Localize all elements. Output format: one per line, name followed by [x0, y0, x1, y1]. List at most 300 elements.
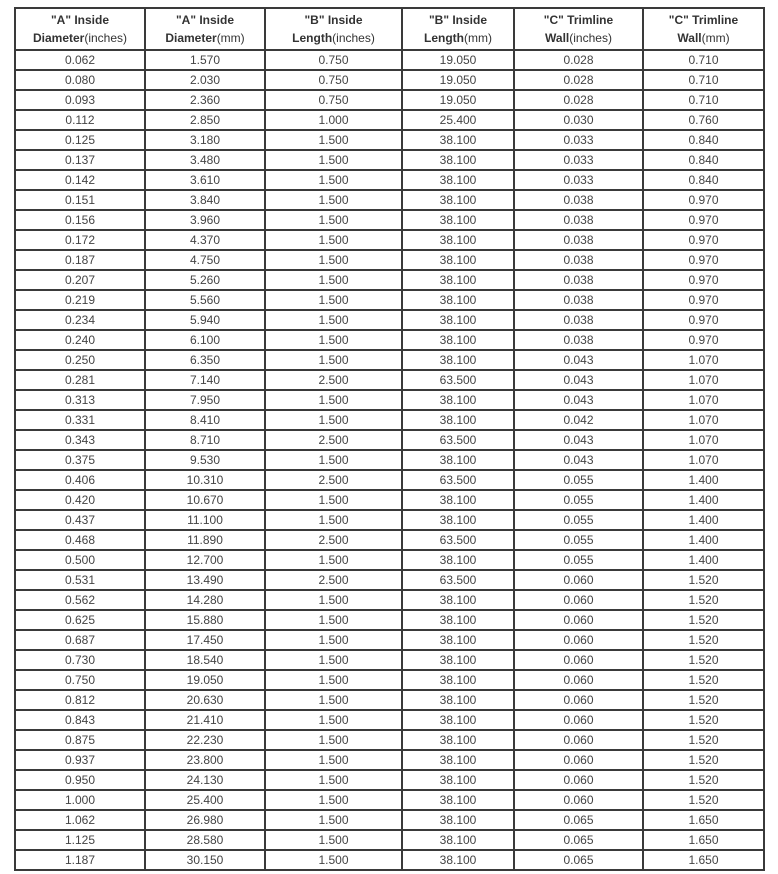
table-row — [15, 50, 764, 70]
cell-b-length-inches: 1.500 — [265, 510, 402, 530]
header-row — [15, 8, 764, 50]
cell-b-length-inches: 1.500 — [265, 130, 402, 150]
cell-c-wall-mm: 0.760 — [643, 110, 764, 130]
cell-a-diameter-inches: 0.500 — [15, 550, 145, 570]
table-row — [15, 650, 764, 670]
cell-a-diameter-mm: 8.710 — [145, 430, 265, 450]
cell-c-wall-inches: 0.033 — [514, 130, 643, 150]
cell-c-wall-mm: 1.070 — [643, 350, 764, 370]
cell-c-wall-mm: 1.400 — [643, 510, 764, 530]
cell-a-diameter-inches: 0.207 — [15, 270, 145, 290]
cell-c-wall-inches: 0.038 — [514, 330, 643, 350]
cell-c-wall-inches: 0.043 — [514, 350, 643, 370]
cell-a-diameter-inches: 0.950 — [15, 770, 145, 790]
cell-a-diameter-inches: 0.142 — [15, 170, 145, 190]
cell-c-wall-inches: 0.028 — [514, 50, 643, 70]
cell-a-diameter-mm: 4.750 — [145, 250, 265, 270]
table-row — [15, 790, 764, 810]
cell-a-diameter-mm: 4.370 — [145, 230, 265, 250]
cell-c-wall-inches: 0.028 — [514, 70, 643, 90]
cell-b-length-mm: 38.100 — [402, 810, 514, 830]
cell-a-diameter-mm: 25.400 — [145, 790, 265, 810]
cell-c-wall-inches: 0.043 — [514, 430, 643, 450]
cell-c-wall-mm: 1.650 — [643, 810, 764, 830]
cell-c-wall-mm: 1.520 — [643, 770, 764, 790]
cell-a-diameter-mm: 17.450 — [145, 630, 265, 650]
table-row — [15, 330, 764, 350]
cell-a-diameter-mm: 11.100 — [145, 510, 265, 530]
cell-a-diameter-mm: 13.490 — [145, 570, 265, 590]
cell-c-wall-mm: 0.970 — [643, 230, 764, 250]
cell-a-diameter-mm: 3.610 — [145, 170, 265, 190]
cell-b-length-inches: 1.500 — [265, 390, 402, 410]
table-row — [15, 430, 764, 450]
cell-c-wall-inches: 0.042 — [514, 410, 643, 430]
cell-a-diameter-mm: 22.230 — [145, 730, 265, 750]
cell-b-length-mm: 25.400 — [402, 110, 514, 130]
cell-b-length-mm: 38.100 — [402, 250, 514, 270]
table-row — [15, 830, 764, 850]
cell-b-length-mm: 38.100 — [402, 270, 514, 290]
column-header-a-diameter-inches — [15, 8, 145, 50]
cell-b-length-mm: 38.100 — [402, 790, 514, 810]
cell-c-wall-inches: 0.060 — [514, 570, 643, 590]
table-row — [15, 310, 764, 330]
cell-a-diameter-mm: 19.050 — [145, 670, 265, 690]
cell-b-length-mm: 38.100 — [402, 690, 514, 710]
cell-c-wall-inches: 0.055 — [514, 490, 643, 510]
cell-b-length-mm: 38.100 — [402, 170, 514, 190]
table-row — [15, 490, 764, 510]
cell-b-length-inches: 2.500 — [265, 470, 402, 490]
column-header-c-wall-mm — [643, 8, 764, 50]
cell-c-wall-inches: 0.060 — [514, 730, 643, 750]
column-header-c-wall-inches — [514, 8, 643, 50]
cell-c-wall-inches: 0.030 — [514, 110, 643, 130]
table-row — [15, 530, 764, 550]
cell-c-wall-inches: 0.038 — [514, 190, 643, 210]
cell-b-length-mm: 19.050 — [402, 90, 514, 110]
column-header-a-diameter-mm — [145, 8, 265, 50]
cell-b-length-mm: 38.100 — [402, 770, 514, 790]
cell-a-diameter-mm: 7.950 — [145, 390, 265, 410]
cell-a-diameter-inches: 0.875 — [15, 730, 145, 750]
cell-c-wall-inches: 0.028 — [514, 90, 643, 110]
cell-a-diameter-inches: 0.687 — [15, 630, 145, 650]
header-title: "A" Inside — [175, 13, 235, 27]
cell-a-diameter-inches: 0.062 — [15, 50, 145, 70]
cell-c-wall-inches: 0.060 — [514, 610, 643, 630]
cell-a-diameter-mm: 3.840 — [145, 190, 265, 210]
table-row — [15, 810, 764, 830]
table-row — [15, 450, 764, 470]
table-row — [15, 670, 764, 690]
cell-c-wall-inches: 0.038 — [514, 250, 643, 270]
cell-b-length-mm: 63.500 — [402, 370, 514, 390]
cell-c-wall-mm: 1.520 — [643, 590, 764, 610]
cell-b-length-mm: 38.100 — [402, 130, 514, 150]
cell-c-wall-mm: 0.970 — [643, 190, 764, 210]
cell-a-diameter-inches: 0.250 — [15, 350, 145, 370]
cell-b-length-mm: 19.050 — [402, 50, 514, 70]
cell-b-length-inches: 1.500 — [265, 790, 402, 810]
cell-a-diameter-mm: 5.560 — [145, 290, 265, 310]
cell-c-wall-mm: 0.840 — [643, 170, 764, 190]
cell-c-wall-mm: 1.520 — [643, 710, 764, 730]
cell-c-wall-inches: 0.038 — [514, 210, 643, 230]
cell-c-wall-mm: 1.070 — [643, 410, 764, 430]
header-title: "B" Inside — [428, 13, 488, 27]
cell-b-length-mm: 38.100 — [402, 630, 514, 650]
table-row — [15, 630, 764, 650]
table-row — [15, 470, 764, 490]
header-title: "C" Trimline — [543, 13, 614, 27]
cell-a-diameter-inches: 0.812 — [15, 690, 145, 710]
table-row — [15, 570, 764, 590]
cell-b-length-inches: 1.500 — [265, 190, 402, 210]
cell-a-diameter-mm: 5.940 — [145, 310, 265, 330]
cell-b-length-mm: 38.100 — [402, 230, 514, 250]
cell-a-diameter-inches: 0.281 — [15, 370, 145, 390]
cell-a-diameter-inches: 0.112 — [15, 110, 145, 130]
cell-b-length-mm: 38.100 — [402, 550, 514, 570]
cell-b-length-inches: 1.500 — [265, 850, 402, 870]
cell-c-wall-inches: 0.060 — [514, 770, 643, 790]
table-row — [15, 270, 764, 290]
cell-a-diameter-mm: 28.580 — [145, 830, 265, 850]
cell-b-length-mm: 38.100 — [402, 730, 514, 750]
cell-b-length-mm: 38.100 — [402, 450, 514, 470]
cell-a-diameter-inches: 0.531 — [15, 570, 145, 590]
cell-a-diameter-inches: 0.562 — [15, 590, 145, 610]
cell-a-diameter-mm: 3.480 — [145, 150, 265, 170]
table-row — [15, 230, 764, 250]
cell-a-diameter-inches: 0.437 — [15, 510, 145, 530]
cell-a-diameter-inches: 0.187 — [15, 250, 145, 270]
cell-c-wall-inches: 0.043 — [514, 390, 643, 410]
cell-c-wall-mm: 0.710 — [643, 50, 764, 70]
cell-c-wall-mm: 0.970 — [643, 310, 764, 330]
cell-c-wall-mm: 1.650 — [643, 850, 764, 870]
cell-a-diameter-mm: 14.280 — [145, 590, 265, 610]
cell-b-length-mm: 63.500 — [402, 530, 514, 550]
header-quantity: Length — [424, 31, 464, 45]
cell-b-length-inches: 1.500 — [265, 410, 402, 430]
cell-a-diameter-mm: 23.800 — [145, 750, 265, 770]
cell-b-length-inches: 1.500 — [265, 150, 402, 170]
header-quantity: Length — [292, 31, 333, 45]
cell-b-length-mm: 63.500 — [402, 570, 514, 590]
table-row — [15, 410, 764, 430]
cell-b-length-mm: 38.100 — [402, 410, 514, 430]
cell-c-wall-mm: 1.520 — [643, 650, 764, 670]
cell-a-diameter-mm: 21.410 — [145, 710, 265, 730]
cell-c-wall-inches: 0.038 — [514, 230, 643, 250]
cell-c-wall-mm: 1.520 — [643, 730, 764, 750]
cell-b-length-inches: 1.500 — [265, 810, 402, 830]
cell-a-diameter-mm: 3.180 — [145, 130, 265, 150]
cell-b-length-inches: 1.500 — [265, 170, 402, 190]
cell-b-length-mm: 38.100 — [402, 330, 514, 350]
cell-b-length-mm: 38.100 — [402, 190, 514, 210]
cell-a-diameter-inches: 0.937 — [15, 750, 145, 770]
header-title: "B" Inside — [304, 13, 363, 27]
table-row — [15, 90, 764, 110]
cell-c-wall-inches: 0.065 — [514, 850, 643, 870]
cell-a-diameter-inches: 0.219 — [15, 290, 145, 310]
cell-c-wall-mm: 1.520 — [643, 690, 764, 710]
cell-b-length-mm: 63.500 — [402, 470, 514, 490]
cell-b-length-inches: 1.500 — [265, 630, 402, 650]
cell-c-wall-mm: 1.650 — [643, 830, 764, 850]
cell-a-diameter-inches: 0.151 — [15, 190, 145, 210]
cell-b-length-inches: 1.500 — [265, 730, 402, 750]
cell-b-length-mm: 38.100 — [402, 490, 514, 510]
cell-c-wall-inches: 0.065 — [514, 830, 643, 850]
cell-a-diameter-mm: 20.630 — [145, 690, 265, 710]
cell-b-length-mm: 38.100 — [402, 390, 514, 410]
cell-c-wall-mm: 1.400 — [643, 550, 764, 570]
cell-a-diameter-inches: 0.331 — [15, 410, 145, 430]
column-header-b-length-mm — [402, 8, 514, 50]
cell-b-length-mm: 38.100 — [402, 350, 514, 370]
cell-c-wall-inches: 0.060 — [514, 590, 643, 610]
header-quantity: Diameter — [165, 31, 217, 45]
cell-a-diameter-mm: 10.670 — [145, 490, 265, 510]
cell-a-diameter-mm: 7.140 — [145, 370, 265, 390]
cell-b-length-mm: 38.100 — [402, 710, 514, 730]
cell-a-diameter-inches: 0.420 — [15, 490, 145, 510]
cell-b-length-inches: 2.500 — [265, 370, 402, 390]
table-row — [15, 150, 764, 170]
table-row — [15, 370, 764, 390]
cell-b-length-mm: 38.100 — [402, 150, 514, 170]
cell-c-wall-mm: 1.400 — [643, 490, 764, 510]
cell-a-diameter-mm: 2.360 — [145, 90, 265, 110]
cell-a-diameter-mm: 18.540 — [145, 650, 265, 670]
cell-b-length-inches: 2.500 — [265, 530, 402, 550]
cell-c-wall-mm: 0.710 — [643, 70, 764, 90]
cell-a-diameter-inches: 1.000 — [15, 790, 145, 810]
cell-b-length-inches: 1.500 — [265, 710, 402, 730]
cell-a-diameter-inches: 0.750 — [15, 670, 145, 690]
cell-a-diameter-mm: 24.130 — [145, 770, 265, 790]
table-row — [15, 730, 764, 750]
header-unit: (inches) — [332, 31, 375, 45]
cell-b-length-mm: 38.100 — [402, 210, 514, 230]
cell-a-diameter-mm: 26.980 — [145, 810, 265, 830]
cell-c-wall-mm: 1.400 — [643, 530, 764, 550]
cell-b-length-inches: 2.500 — [265, 570, 402, 590]
cell-a-diameter-mm: 6.350 — [145, 350, 265, 370]
cell-c-wall-mm: 0.840 — [643, 130, 764, 150]
cell-c-wall-mm: 1.070 — [643, 370, 764, 390]
cell-c-wall-inches: 0.060 — [514, 670, 643, 690]
cell-c-wall-mm: 1.520 — [643, 670, 764, 690]
cell-c-wall-inches: 0.060 — [514, 750, 643, 770]
table-row — [15, 190, 764, 210]
cell-b-length-inches: 1.500 — [265, 330, 402, 350]
table-row — [15, 390, 764, 410]
cell-c-wall-inches: 0.033 — [514, 150, 643, 170]
header-title: "C" Trimline — [668, 13, 739, 27]
cell-c-wall-inches: 0.043 — [514, 450, 643, 470]
cell-c-wall-mm: 1.520 — [643, 610, 764, 630]
cell-a-diameter-inches: 0.375 — [15, 450, 145, 470]
column-header-b-length-inches — [265, 8, 402, 50]
table-row — [15, 210, 764, 230]
cell-b-length-inches: 1.500 — [265, 550, 402, 570]
table-row — [15, 130, 764, 150]
table-row — [15, 750, 764, 770]
cell-b-length-inches: 0.750 — [265, 70, 402, 90]
cell-b-length-mm: 38.100 — [402, 610, 514, 630]
table-row — [15, 170, 764, 190]
cell-b-length-inches: 1.500 — [265, 250, 402, 270]
cell-a-diameter-inches: 0.093 — [15, 90, 145, 110]
cell-b-length-inches: 0.750 — [265, 90, 402, 110]
cell-c-wall-mm: 1.520 — [643, 790, 764, 810]
cell-c-wall-mm: 1.070 — [643, 450, 764, 470]
cell-c-wall-mm: 0.970 — [643, 270, 764, 290]
header-unit: (mm) — [701, 31, 730, 45]
dimensions-table — [14, 7, 765, 871]
cell-c-wall-mm: 0.840 — [643, 150, 764, 170]
cell-b-length-inches: 1.500 — [265, 310, 402, 330]
header-unit: (mm) — [464, 31, 492, 45]
cell-c-wall-inches: 0.060 — [514, 790, 643, 810]
cell-b-length-inches: 1.500 — [265, 750, 402, 770]
cell-a-diameter-inches: 0.172 — [15, 230, 145, 250]
cell-c-wall-inches: 0.055 — [514, 550, 643, 570]
cell-b-length-inches: 1.500 — [265, 270, 402, 290]
cell-a-diameter-mm: 15.880 — [145, 610, 265, 630]
cell-a-diameter-mm: 2.850 — [145, 110, 265, 130]
table-row — [15, 590, 764, 610]
cell-c-wall-inches: 0.055 — [514, 510, 643, 530]
cell-b-length-mm: 38.100 — [402, 850, 514, 870]
cell-b-length-inches: 1.500 — [265, 690, 402, 710]
cell-b-length-mm: 38.100 — [402, 510, 514, 530]
cell-c-wall-mm: 1.070 — [643, 430, 764, 450]
cell-a-diameter-mm: 1.570 — [145, 50, 265, 70]
table-row — [15, 610, 764, 630]
cell-c-wall-inches: 0.060 — [514, 690, 643, 710]
table-row — [15, 290, 764, 310]
cell-a-diameter-mm: 6.100 — [145, 330, 265, 350]
header-unit: (mm) — [216, 31, 245, 45]
cell-a-diameter-inches: 0.343 — [15, 430, 145, 450]
cell-b-length-inches: 1.500 — [265, 670, 402, 690]
cell-b-length-inches: 2.500 — [265, 430, 402, 450]
cell-c-wall-inches: 0.043 — [514, 370, 643, 390]
cell-a-diameter-inches: 0.125 — [15, 130, 145, 150]
cell-c-wall-mm: 0.970 — [643, 210, 764, 230]
cell-c-wall-inches: 0.033 — [514, 170, 643, 190]
cell-b-length-inches: 1.500 — [265, 650, 402, 670]
cell-b-length-mm: 38.100 — [402, 750, 514, 770]
cell-c-wall-inches: 0.038 — [514, 270, 643, 290]
cell-b-length-inches: 1.500 — [265, 230, 402, 250]
cell-c-wall-inches: 0.065 — [514, 810, 643, 830]
header-unit: (inches) — [84, 31, 128, 45]
cell-a-diameter-inches: 0.234 — [15, 310, 145, 330]
cell-c-wall-mm: 1.520 — [643, 750, 764, 770]
table-row — [15, 70, 764, 90]
cell-b-length-inches: 1.500 — [265, 490, 402, 510]
cell-c-wall-mm: 1.070 — [643, 390, 764, 410]
cell-b-length-inches: 1.500 — [265, 450, 402, 470]
table-row — [15, 850, 764, 870]
table-row — [15, 690, 764, 710]
cell-c-wall-mm: 0.970 — [643, 290, 764, 310]
table-row — [15, 250, 764, 270]
cell-a-diameter-inches: 0.625 — [15, 610, 145, 630]
cell-a-diameter-inches: 1.062 — [15, 810, 145, 830]
cell-b-length-mm: 38.100 — [402, 590, 514, 610]
table-row — [15, 510, 764, 530]
cell-a-diameter-inches: 0.843 — [15, 710, 145, 730]
cell-a-diameter-mm: 30.150 — [145, 850, 265, 870]
cell-a-diameter-mm: 3.960 — [145, 210, 265, 230]
cell-b-length-inches: 1.500 — [265, 210, 402, 230]
cell-c-wall-inches: 0.060 — [514, 650, 643, 670]
cell-b-length-mm: 19.050 — [402, 70, 514, 90]
table-row — [15, 770, 764, 790]
cell-c-wall-mm: 0.970 — [643, 330, 764, 350]
cell-b-length-inches: 0.750 — [265, 50, 402, 70]
cell-c-wall-inches: 0.055 — [514, 470, 643, 490]
table-row — [15, 710, 764, 730]
cell-a-diameter-inches: 1.187 — [15, 850, 145, 870]
cell-c-wall-inches: 0.060 — [514, 710, 643, 730]
cell-c-wall-mm: 0.970 — [643, 250, 764, 270]
table-body — [15, 50, 764, 870]
cell-a-diameter-inches: 0.080 — [15, 70, 145, 90]
cell-a-diameter-mm: 11.890 — [145, 530, 265, 550]
cell-c-wall-inches: 0.055 — [514, 530, 643, 550]
cell-c-wall-mm: 1.520 — [643, 630, 764, 650]
cell-c-wall-mm: 1.520 — [643, 570, 764, 590]
cell-a-diameter-mm: 5.260 — [145, 270, 265, 290]
header-title: "A" Inside — [50, 13, 110, 27]
cell-c-wall-inches: 0.038 — [514, 310, 643, 330]
header-quantity: Wall — [545, 31, 570, 45]
header-quantity: Wall — [677, 31, 702, 45]
cell-b-length-inches: 1.500 — [265, 830, 402, 850]
cell-b-length-inches: 1.500 — [265, 590, 402, 610]
cell-a-diameter-mm: 2.030 — [145, 70, 265, 90]
cell-a-diameter-inches: 0.468 — [15, 530, 145, 550]
cell-b-length-mm: 63.500 — [402, 430, 514, 450]
cell-c-wall-mm: 0.710 — [643, 90, 764, 110]
cell-b-length-mm: 38.100 — [402, 650, 514, 670]
cell-b-length-mm: 38.100 — [402, 290, 514, 310]
cell-a-diameter-inches: 0.406 — [15, 470, 145, 490]
cell-b-length-inches: 1.500 — [265, 290, 402, 310]
cell-a-diameter-inches: 0.313 — [15, 390, 145, 410]
cell-a-diameter-mm: 10.310 — [145, 470, 265, 490]
table-row — [15, 350, 764, 370]
cell-b-length-inches: 1.000 — [265, 110, 402, 130]
cell-b-length-inches: 1.500 — [265, 350, 402, 370]
cell-a-diameter-inches: 1.125 — [15, 830, 145, 850]
cell-a-diameter-mm: 12.700 — [145, 550, 265, 570]
cell-a-diameter-mm: 8.410 — [145, 410, 265, 430]
cell-c-wall-inches: 0.038 — [514, 290, 643, 310]
cell-b-length-mm: 38.100 — [402, 670, 514, 690]
header-unit: (inches) — [569, 31, 612, 45]
